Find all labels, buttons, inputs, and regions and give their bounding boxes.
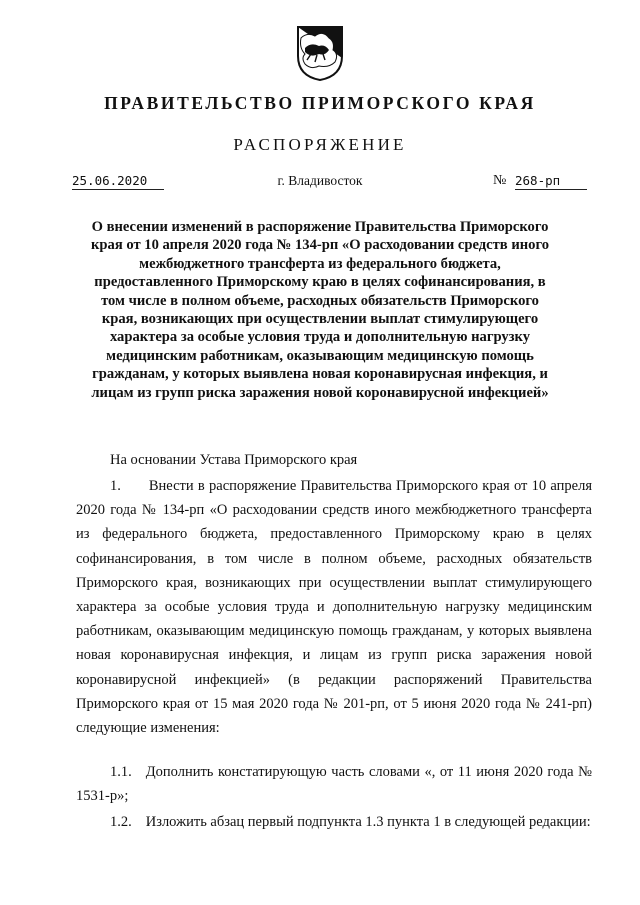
document-city: г. Владивосток [277,173,363,188]
paragraph-1-1-text: Дополнить констатирующую часть словами «, от 11 июня 2020 года № 1531-р»; [76,764,592,805]
document-date: 25.06.2020 [72,173,164,190]
basis-paragraph: На основании Устава Приморского края [110,452,358,468]
document-number: 268-рп [515,173,587,190]
paragraph-1-1 [76,760,592,808]
number-sign: № [493,173,507,188]
coat-of-arms-icon [295,24,345,82]
paragraph-1-2-text: Изложить абзац первый подпункта 1.3 пункта 1 в следующей редакции: [145,814,591,830]
paragraph-1-1-number: 1.1. [110,764,132,780]
paragraph-1-2-number: 1.2. [110,814,132,830]
government-title: ПРАВИТЕЛЬСТВО ПРИМОРСКОГО КРАЯ [104,93,536,113]
paragraph-1-2 [76,810,592,834]
paragraph-1 [76,474,592,740]
document-subject: О внесении изменений в распоряжение Правительства Приморского края от 10 апреля 2020 года № 134-рп «О расходовании средств иного межбюджетного трансферта из федерального бюджета, предоставленного Приморскому краю в целях софинансирования, в том числе в полном объеме, расходных обязательств Приморского края, возникающих при осуществлении выплат стимулирующего характера за особые условия труда и дополнительную нагрузку медицинским работникам, оказывающим медицинскую помощь гражданам, у которых выявлена новая коронавирусная инфекция, и лицам из групп риска заражения новой коронавирусной инфекцией» [91,219,549,401]
paragraph-1-text: Внести в распоряжение Правительства Приморского края от 10 апреля 2020 года № 134-рп «О расходовании средств иного межбюджетного трансферта из федерального бюджета, предоставленного Приморскому краю в целях софинансирования, в том числе в полном объеме, расходных обязательств Приморского края, возникающих при осуществлении выплат стимулирующего характера за особые условия труда и дополнительную нагрузку медицинским работникам, оказывающим медицинскую помощь гражданам, у которых выявлена новая коронавирусная инфекция, и лицам из групп риска заражения новой коронавирусной инфекцией» (в редакции распоряжений Правительства Приморского края от 15 мая 2020 года № 201-рп, от 5 июня 2020 года № 241-рп) следующие изменения: [76,478,592,737]
document-type: РАСПОРЯЖЕНИЕ [233,135,407,154]
paragraph-1-number: 1. [110,478,121,494]
